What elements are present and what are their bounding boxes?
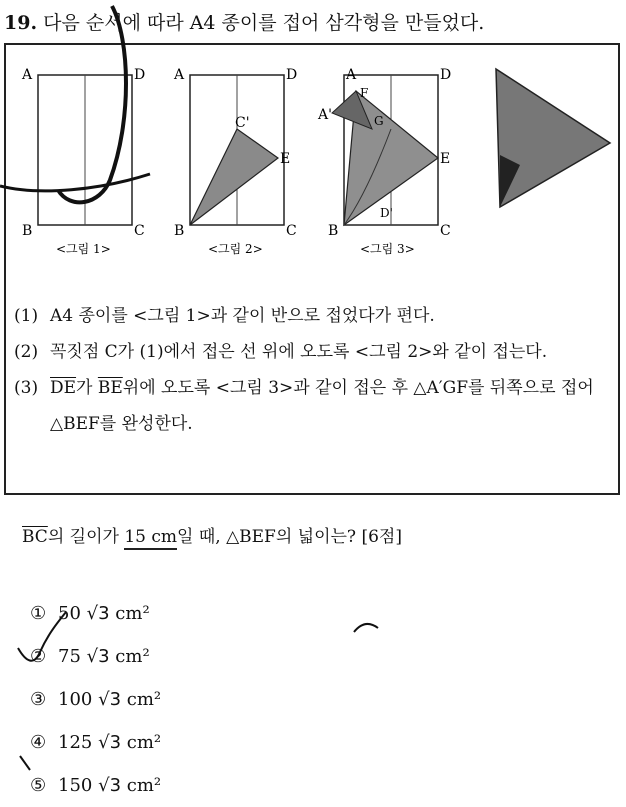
fig2-label-c: C (286, 223, 297, 239)
choice-coef: 50 (58, 603, 81, 624)
segment-de: $\overline{DE}$ (50, 378, 77, 398)
choice-4[interactable] (30, 721, 161, 764)
fig3-label-e: E (440, 151, 451, 167)
final-triangle-shape (496, 69, 610, 207)
step-text: 위에 오도록 <그림 3>과 같이 접은 후 △A′GF를 뒤쪽으로 접어 △BEF를 완성한다. (50, 378, 594, 434)
choice-coef: 75 (58, 646, 81, 667)
choice-3[interactable] (30, 678, 161, 721)
fig2-label-a: A (174, 67, 185, 83)
choice-unit: cm² (115, 646, 150, 667)
step-text: 꼭짓점 C가 (1)에서 접은 선 위에 오도록 <그림 2>와 같이 접는다. (50, 342, 548, 362)
step-2 (14, 334, 614, 370)
choice-1[interactable] (30, 592, 161, 635)
fig3-label-d: D (440, 67, 452, 83)
answer-choices (30, 592, 161, 807)
scribble-tick (20, 756, 30, 770)
fig2-caption: <그림 2> (208, 242, 263, 256)
fig2-label-b: B (174, 223, 185, 239)
fig3-caption: <그림 3> (360, 242, 415, 256)
length-value: 15 cm (124, 527, 177, 550)
question-prompt (22, 522, 402, 547)
step-1 (14, 298, 614, 334)
choice-root: √3 (98, 732, 122, 753)
step-text: A4 종이를 <그림 1>과 같이 반으로 접었다가 편다. (50, 306, 435, 326)
choice-root: √3 (86, 646, 110, 667)
choice-unit: cm² (126, 689, 162, 710)
choice-coef: 100 (58, 689, 93, 710)
fig2-label-e: E (280, 151, 291, 167)
fig1-label-d: D (134, 67, 146, 83)
choice-marker: ① (30, 603, 47, 624)
segment-be: $\overline{BE}$ (97, 378, 123, 398)
question-number: 19. (4, 12, 38, 34)
fig1-caption: <그림 1> (56, 242, 111, 256)
fig1-label-c: C (134, 223, 145, 239)
figure-3 (317, 67, 451, 256)
figure-final-triangle (496, 69, 610, 207)
choice-root: √3 (98, 689, 122, 710)
prompt-text-1: 의 길이가 (47, 527, 125, 547)
step-number: (1) (14, 306, 39, 326)
choice-unit: cm² (115, 603, 150, 624)
choice-coef: 150 (58, 775, 93, 796)
step-number: (2) (14, 342, 39, 362)
choice-5[interactable] (30, 764, 161, 807)
choice-2[interactable] (30, 635, 161, 678)
fig1-label-a: A (22, 67, 33, 83)
prompt-text-2: 일 때, △BEF의 넓이는? [6점] (177, 527, 402, 547)
figure-2-folded-triangle (190, 129, 278, 225)
choice-unit: cm² (126, 732, 162, 753)
segment-bc: $\overline{BC}$ (22, 527, 48, 547)
fig3-label-d-prime: D' (380, 206, 393, 220)
instructions-box (4, 43, 620, 495)
choice-marker: ⑤ (30, 775, 47, 796)
choice-marker: ② (30, 646, 47, 667)
question-title (4, 8, 484, 35)
fig3-label-f: F (360, 86, 369, 100)
fig2-label-d: D (286, 67, 298, 83)
figure-2 (173, 67, 297, 256)
step-text-part: 가 (76, 378, 98, 398)
steps-list (14, 298, 614, 442)
choice-marker: ③ (30, 689, 47, 710)
question-text: 다음 순서에 따라 A4 종이를 접어 삼각형을 만들었다. (43, 12, 485, 34)
fig1-label-b: B (22, 223, 33, 239)
choice-coef: 125 (58, 732, 93, 753)
fold-figures (6, 45, 618, 315)
choice-root: √3 (98, 775, 122, 796)
fig3-label-a: A (346, 67, 357, 83)
choice-unit: cm² (126, 775, 162, 796)
fig3-label-b: B (328, 223, 339, 239)
fig3-label-a-prime: A' (318, 107, 332, 123)
fig3-label-c: C (440, 223, 451, 239)
scribble-mark (354, 624, 378, 632)
step-3 (14, 370, 614, 442)
choice-marker: ④ (30, 732, 47, 753)
fig2-label-c-prime: C' (235, 115, 250, 131)
fig3-label-g: G (374, 114, 384, 128)
figure-1 (21, 67, 145, 256)
step-number: (3) (14, 378, 39, 398)
choice-root: √3 (86, 603, 110, 624)
